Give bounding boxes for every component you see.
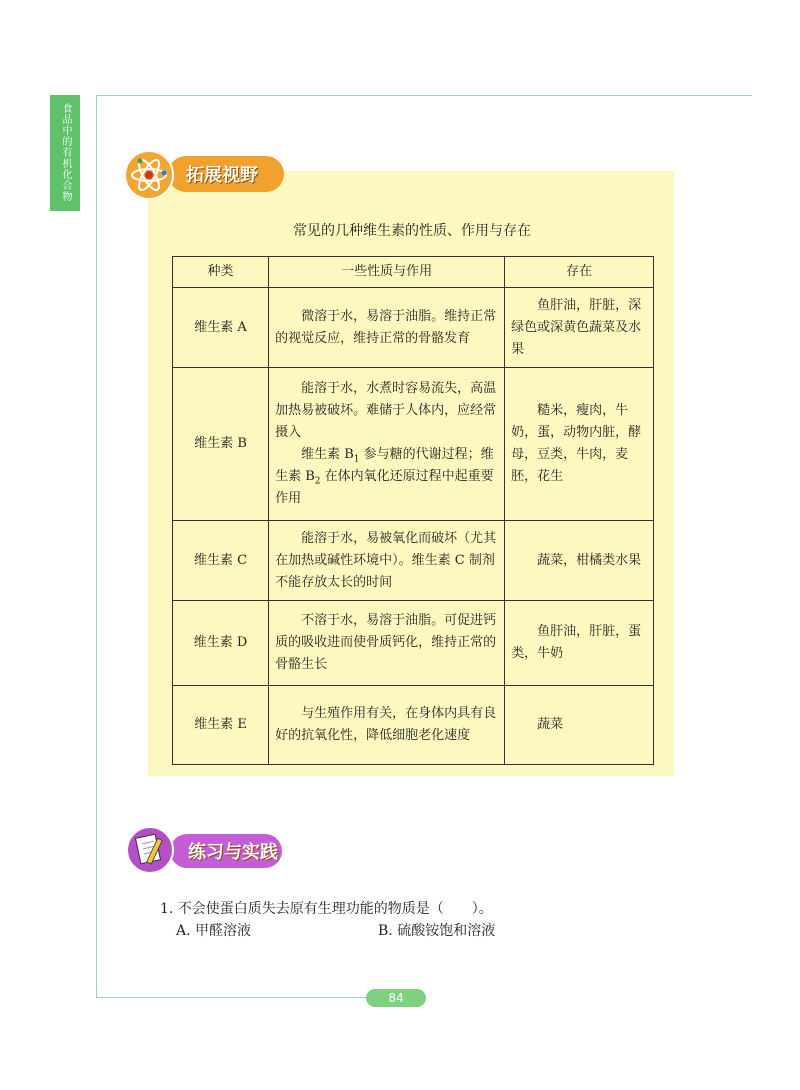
left-border-line (96, 95, 97, 997)
vitamin-sources (505, 601, 654, 686)
option-a: A. 甲醛溶液 (176, 923, 252, 939)
extend-reading-banner (124, 150, 284, 200)
vitamin-name: 维生素 C (173, 521, 269, 601)
vitamin-sources (505, 368, 654, 521)
table-row (173, 686, 654, 765)
practice-label: 练习与实践 (188, 842, 278, 863)
vitamin-properties (269, 288, 505, 368)
vitamin-name: 维生素 A (173, 288, 269, 368)
table-title: 常见的几种维生素的性质、作用与存在 (293, 223, 531, 239)
practice-label-box (170, 834, 282, 868)
extend-reading-label: 拓展视野 (186, 165, 258, 186)
vitamin-sources (505, 686, 654, 765)
bottom-border-line (96, 997, 376, 998)
extend-reading-label-box (168, 156, 284, 192)
vitamin-sources-text: 鱼肝油，肝脏，深绿色或深黄色蔬菜及水果 (511, 297, 642, 357)
practice-banner (126, 826, 286, 876)
top-border-line (96, 95, 752, 96)
page-number: 84 (366, 989, 426, 1007)
b2-subscript: 2 (314, 476, 321, 487)
vitamin-name: 维生素 B (173, 368, 269, 521)
table-header-row (173, 257, 654, 288)
atom-icon (124, 150, 174, 200)
vitamin-properties-text: 能溶于水，水煮时容易流失，高温加热易被破坏。难储于人体内，应经常摄入 (275, 381, 497, 440)
header-sources: 存在 (505, 257, 654, 288)
header-properties: 一些性质与作用 (269, 257, 505, 288)
vitamin-sources (505, 521, 654, 601)
header-type: 种类 (173, 257, 269, 288)
vitamin-sources-text: 蔬菜 (537, 717, 564, 732)
b1-text: 参与糖的代谢过程；维生素 B (275, 447, 494, 484)
table-row (173, 601, 654, 686)
vitamin-sources-text: 蔬菜，柑橘类水果 (537, 552, 642, 568)
vitamin-properties (269, 368, 505, 521)
pencil-notebook-icon (126, 826, 174, 874)
vitamin-properties (269, 601, 505, 686)
vitamin-sources-text: 鱼肝油，肝脏，蛋类，牛奶 (511, 624, 642, 661)
chapter-side-tab (50, 95, 80, 211)
question-1: 1. 不会使蛋白质失去原有生理功能的物质是（ ）。 (160, 901, 493, 917)
vitamin-properties (269, 521, 505, 601)
vitamin-sources-text: 糙米，瘦肉，牛奶，蛋，动物内脏，酵母，豆类，牛肉，麦胚，花生 (511, 403, 642, 484)
vitamin-properties-text: 与生殖作用有关，在身体内具有良好的抗氧化性，降低细胞老化速度 (275, 706, 497, 743)
vitamin-properties (269, 686, 505, 765)
vitamin-properties-text: 微溶于水，易溶于油脂。维持正常的视觉反应，维持正常的骨骼发育 (275, 308, 497, 346)
vitamin-sources (505, 288, 654, 368)
table-row (173, 521, 654, 601)
option-b: B. 硫酸铵饱和溶液 (378, 923, 496, 939)
vitamin-name: 维生素 E (173, 686, 269, 765)
b1-subscript: 1 (353, 454, 360, 465)
table-row (173, 368, 654, 521)
vitamin-b-subtypes-text (275, 444, 498, 510)
b2-text: 在体内氧化还原过程中起重要作用 (275, 469, 494, 506)
vitamin-name: 维生素 D (173, 601, 269, 686)
chapter-side-tab-text: 食品中的有机化合物 (60, 103, 71, 202)
table-row (173, 288, 654, 368)
vitamin-properties-text: 能溶于水，易被氧化而破坏（尤其在加热或碱性环境中）。维生素 C 制剂不能存放太长的时间 (275, 530, 497, 590)
vitamin-properties-text: 不溶于水，易溶于油脂。可促进钙质的吸收进而使骨质钙化，维持正常的骨骼生长 (275, 613, 497, 672)
vitamin-table (172, 256, 654, 765)
b1-prefix: 维生素 B (301, 447, 354, 462)
